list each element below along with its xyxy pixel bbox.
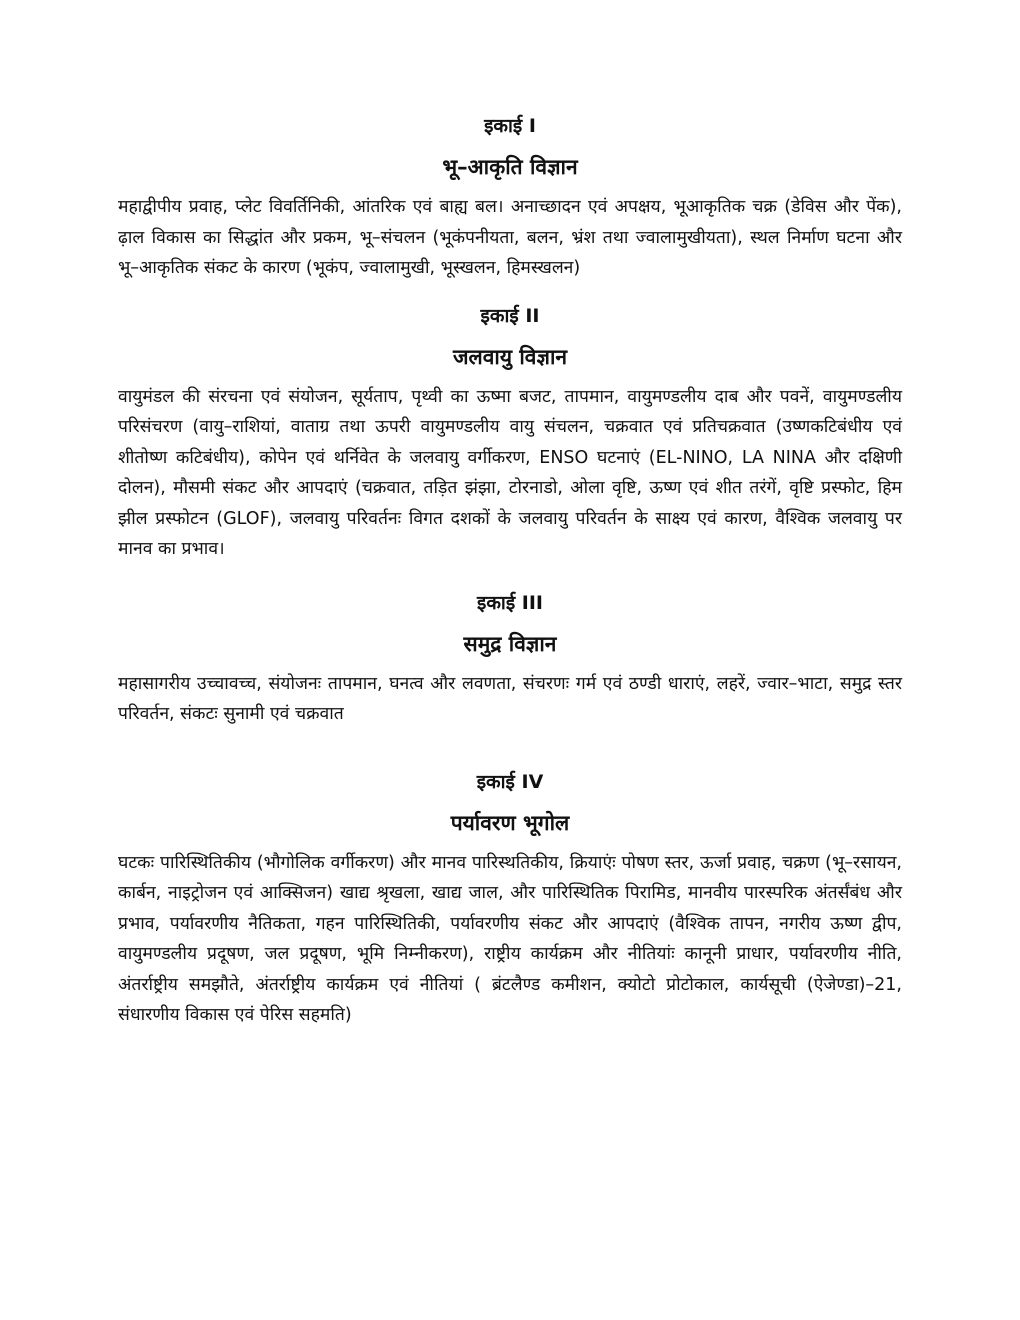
unit-title: जलवायु विज्ञान	[452, 344, 568, 369]
unit-section-4	[118, 768, 902, 1031]
syllabus-page	[118, 112, 902, 1031]
unit-body: वायुमंडल की संरचना एवं संयोजन, सूर्यताप, पृथ्वी का ऊष्मा बजट, तापमान, वायुमण्डलीय दाब और पवनें, वायुमण्डलीय परिसंचरण (वायु–राशियां, वाताग्र तथा ऊपरी वायुमण्डलीय वायु संचलन, चक्रवात एवं प्रतिचक्रवात (उष्णकटिबंधीय एवं शीतोष्ण कटिबंधीय), कोपेन एवं थर्निवेत के जलवायु वर्गीकरण, ENSO घटनाएं (EL-NINO, LA NINA और दक्षिणी दोलन), मौसमी संकट और आपदाएं (चक्रवात, तड़ित झंझा, टोरनाडो, ओला वृष्टि, ऊष्ण एवं शीत तरंगें, वृष्टि प्रस्फोट, हिम झील प्रस्फोटन (GLOF), जलवायु परिवर्तनः विगत दशकों के जलवायु परिवर्तन के साक्ष्य एवं कारण, वैश्विक जलवायु पर मानव का प्रभाव।	[118, 386, 902, 559]
unit-heading: इकाई III	[477, 591, 543, 614]
unit-heading: इकाई I	[484, 115, 536, 137]
unit-body: महाद्वीपीय प्रवाह, प्लेट विवर्तिनिकी, आंतरिक एवं बाह्य बल। अनाच्छादन एवं अपक्षय, भूआकृतिक चक्र (डेविस और पेंक), ढ़ाल विकास का सिद्धांत और प्रकम, भू–संचलन (भूकंपनीयता, बलन, भ्रंश तथा ज्वालामुखीयता), स्थल निर्माण घटना और भू–आकृतिक संकट के कारण (भूकंप, ज्वालामुखी, भूस्खलन, हिमस्खलन)	[118, 197, 902, 278]
unit-heading: इकाई II	[480, 304, 540, 327]
unit-body: महासागरीय उच्चावच्च, संयोजनः तापमान, घनत्व और लवणता, संचरणः गर्म एवं ठण्डी धाराएं, लहरें, ज्वार–भाटा, समुद्र स्तर परिवर्तन, संकटः सुनामी एवं चक्रवात	[118, 673, 902, 724]
unit-section-1	[118, 112, 902, 284]
unit-section-3	[118, 589, 902, 730]
unit-title: पर्यावरण भूगोल	[450, 810, 570, 835]
unit-body: घटकः पारिस्थितिकीय (भौगोलिक वर्गीकरण) और मानव पारिस्थतिकीय, क्रियाएंः पोषण स्तर, ऊर्जा प्रवाह, चक्रण (भू–रसायन, कार्बन, नाइट्रोजन एवं आक्सिजन) खाद्य श्रृखला, खाद्य जाल, और पारिस्थितिक पिरामिड, मानवीय पारस्परिक अंतर्संबंध और प्रभाव, पर्यावरणीय नैतिकता, गहन पारिस्थितिकी, पर्यावरणीय संकट और आपदाएं (वैश्विक तापन, नगरीय ऊष्ण द्वीप, वायुमण्डलीय प्रदूषण, जल प्रदूषण, भूमि निम्नीकरण), राष्ट्रीय कार्यक्रम और नीतियांः कानूनी प्राधार, पर्यावरणीय नीति, अंतर्राष्ट्रीय समझौते, अंतर्राष्ट्रीय कार्यक्रम एवं नीतियां ( ब्रंटलैण्ड कमीशन, क्योटो प्रोटोकाल, कार्यसूची (ऐजेण्डा)–21, संधारणीय विकास एवं पेरिस सहमति)	[118, 852, 902, 1025]
unit-title: समुद्र विज्ञान	[463, 631, 557, 656]
unit-heading: इकाई IV	[476, 770, 544, 793]
unit-section-2	[118, 302, 902, 565]
unit-title: भू–आकृति विज्ञान	[442, 155, 578, 179]
